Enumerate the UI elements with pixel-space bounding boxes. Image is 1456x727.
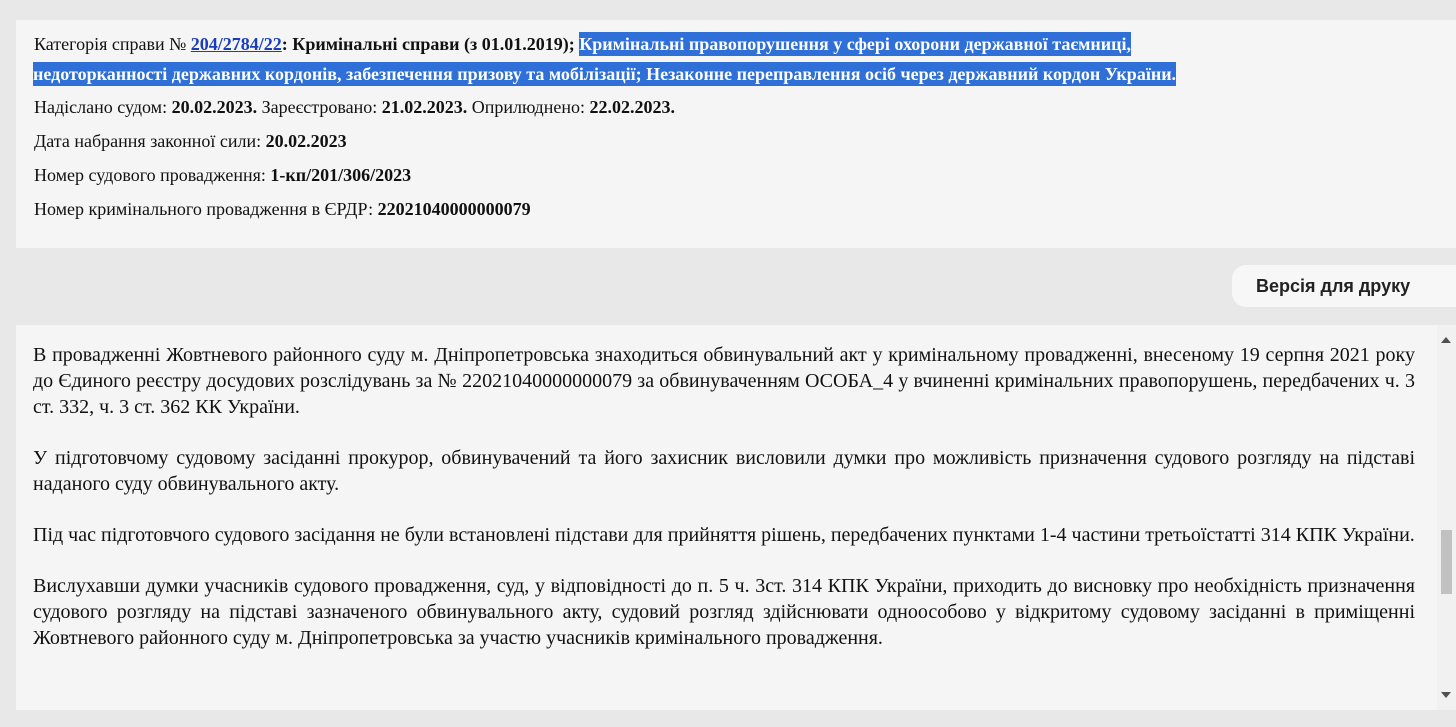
erdr-label: Номер кримінального провадження в ЄРДР: [34, 199, 374, 219]
category-main: : Кримінальні справи (з 01.01.2019); [281, 34, 575, 54]
dates-line [34, 94, 675, 120]
proceeding-value: 1-кп/201/306/2023 [270, 165, 412, 185]
document-viewer [16, 325, 1456, 710]
category-line [34, 31, 1131, 57]
category-highlight-1: Кримінальні правопорушення у сфері охорони державної таємниці, [579, 34, 1131, 54]
registered-value: 21.02.2023. [381, 97, 468, 117]
scroll-up-icon[interactable] [1441, 337, 1451, 343]
published-value: 22.02.2023. [589, 97, 675, 117]
effective-date-line [34, 128, 347, 154]
registered-label: Зареєстровано: [261, 97, 378, 117]
vertical-scrollbar[interactable] [1437, 325, 1456, 710]
document-paragraph: Вислухавши думки учасників судового провадження, суд, у відповідності до п. 5 ч. 3ст. 314 КПК України, приходить до висновку про необхідність призначення судового розгляду на підставі зазначеного обвинувального акту, судовий розгляд здійснювати одноособово у відкритому судовому засіданні в приміщенні Жовтневого районного суду м. Дніпропетровська за участю учасників кримінального провадження. [33, 575, 1415, 649]
category-line-2 [33, 61, 1176, 87]
scrollbar-thumb[interactable] [1441, 530, 1452, 594]
case-number-link[interactable]: 204/2784/22 [190, 34, 282, 54]
case-info-card [16, 20, 1456, 248]
category-highlight-2: недоторканності державних кордонів, забезпечення призову та мобілізації; Незаконне переправлення осіб через державний кордон України. [33, 64, 1177, 84]
document-paragraph: Під час підготовчого судового засідання не були встановлені підстави для прийняття рішень, передбачених пунктами 1-4 частини третьоїстатті 314 КПК України. [33, 524, 1415, 546]
document-text [33, 342, 1415, 676]
scroll-down-icon[interactable] [1441, 692, 1451, 698]
sent-label: Надіслано судом: [34, 97, 168, 117]
category-label: Категорія справи № [34, 34, 187, 54]
erdr-line [34, 196, 531, 222]
proceeding-line [34, 162, 411, 188]
sent-value: 20.02.2023. [171, 97, 258, 117]
print-version-button[interactable]: Версія для друку [1232, 265, 1456, 307]
effective-label: Дата набрання законної сили: [34, 131, 262, 151]
erdr-value: 22021040000000079 [377, 199, 531, 219]
document-paragraph: У підготовчому судовому засіданні прокурор, обвинувачений та його захисник висловили думки про можливість призначення судового розгляду на підставі наданого суду обвинувального акту. [33, 447, 1415, 495]
document-paragraph: В провадженні Жовтневого районного суду м. Дніпропетровська знаходиться обвинувальний акт у кримінальному провадженні, внесеному 19 серпня 2021 року до Єдиного реєстру досудових розслідувань за № 22021040000000079 за обвинуваченням ОСОБА_4 у вчиненні кримінальних правопорушень, передбачених ч. 3 ст. 332, ч. 3 ст. 362 КК України. [33, 344, 1415, 418]
proceeding-label: Номер судового провадження: [34, 165, 266, 185]
published-label: Оприлюднено: [471, 97, 585, 117]
effective-value: 20.02.2023 [265, 131, 347, 151]
